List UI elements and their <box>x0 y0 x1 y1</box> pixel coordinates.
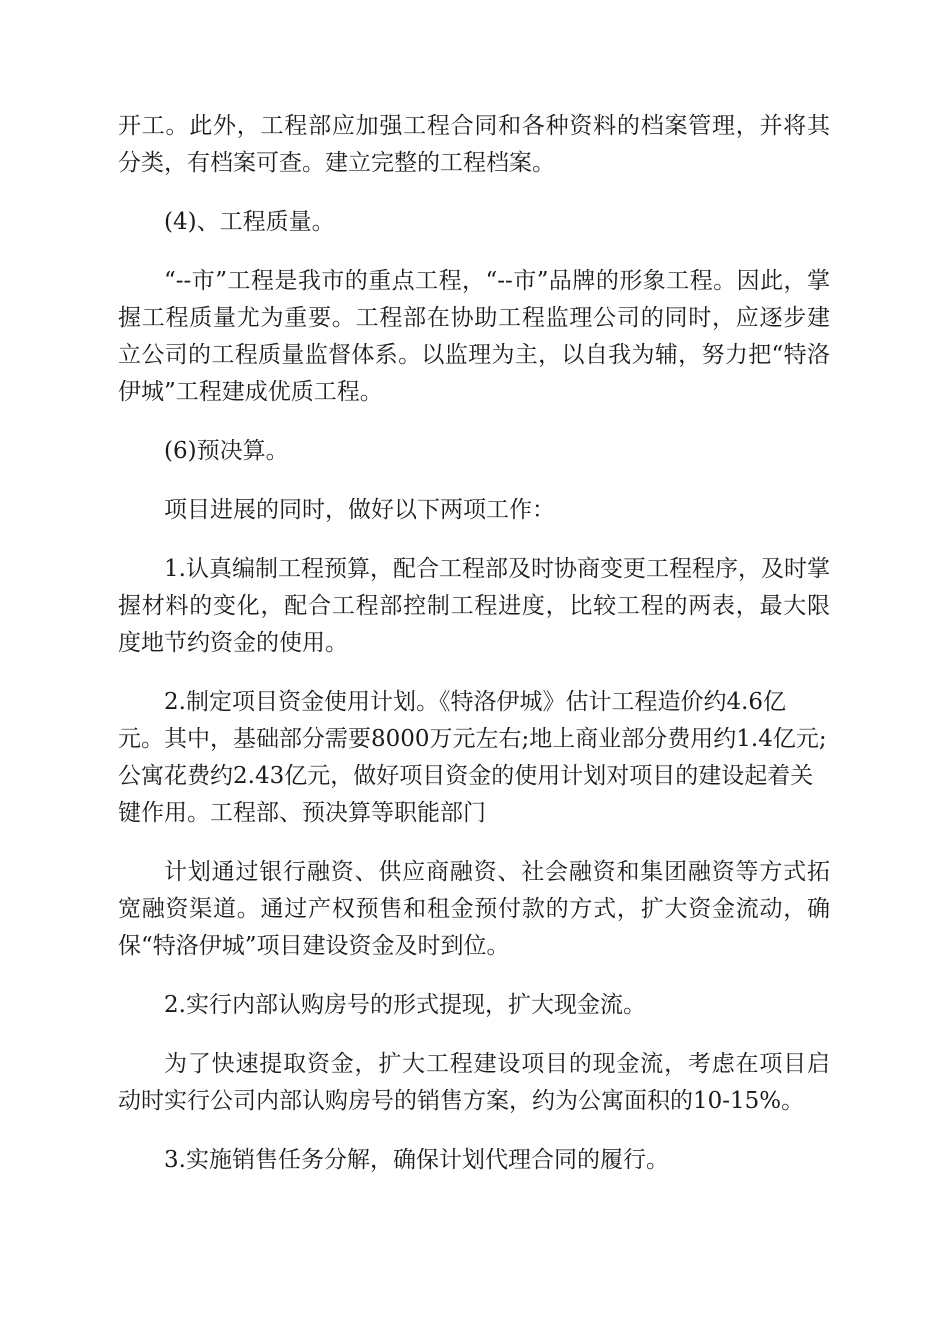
paragraph-archive-management: 开工。此外，工程部应加强工程合同和各种资料的档案管理，并将其分类，有档案可查。建立完整的工程档案。 <box>118 113 830 176</box>
list-item-budget-preparation: 1.认真编制工程预算，配合工程部及时协商变更工程程序，及时掌握材料的变化，配合工程部控制工程进度，比较工程的两表，最大限度地节约资金的使用。 <box>118 556 830 656</box>
paragraph-quality-supervision: “--市”工程是我市的重点工程，“--市”品牌的形象工程。因此，掌握工程质量尤为重要。工程部在协助工程监理公司的同时，应逐步建立公司的工程质量监督体系。以监理为主，以自我为辅，努力把“特洛伊城”工程建成优质工程。 <box>118 268 830 405</box>
list-item-internal-subscription: 2.实行内部认购房号的形式提现，扩大现金流。 <box>164 992 646 1018</box>
heading-budget-settlement: (6)预决算。 <box>164 438 289 464</box>
paragraph-cash-flow: 为了快速提取资金，扩大工程建设项目的现金流，考虑在项目启动时实行公司内部认购房号的销售方案，约为公寓面积的10-15%。 <box>118 1051 830 1114</box>
paragraph-financing-channels: 计划通过银行融资、供应商融资、社会融资和集团融资等方式拓宽融资渠道。通过产权预售和租金预付款的方式，扩大资金流动，确保“特洛伊城”项目建设资金及时到位。 <box>118 859 830 959</box>
document-body <box>118 108 830 1201</box>
heading-engineering-quality: (4)、工程质量。 <box>164 209 335 235</box>
paragraph-two-tasks: 项目进展的同时，做好以下两项工作： <box>164 497 555 523</box>
list-item-sales-breakdown: 3.实施销售任务分解，确保计划代理合同的履行。 <box>164 1147 669 1173</box>
list-item-funding-plan: 2.制定项目资金使用计划。《特洛伊城》估计工程造价约4.6亿元。其中，基础部分需要8000万元左右;地上商业部分费用约1.4亿元;公寓花费约2.43亿元，做好项目资金的使用计划对项目的建设起着关键作用。工程部、预决算等职能部门 <box>118 689 827 826</box>
